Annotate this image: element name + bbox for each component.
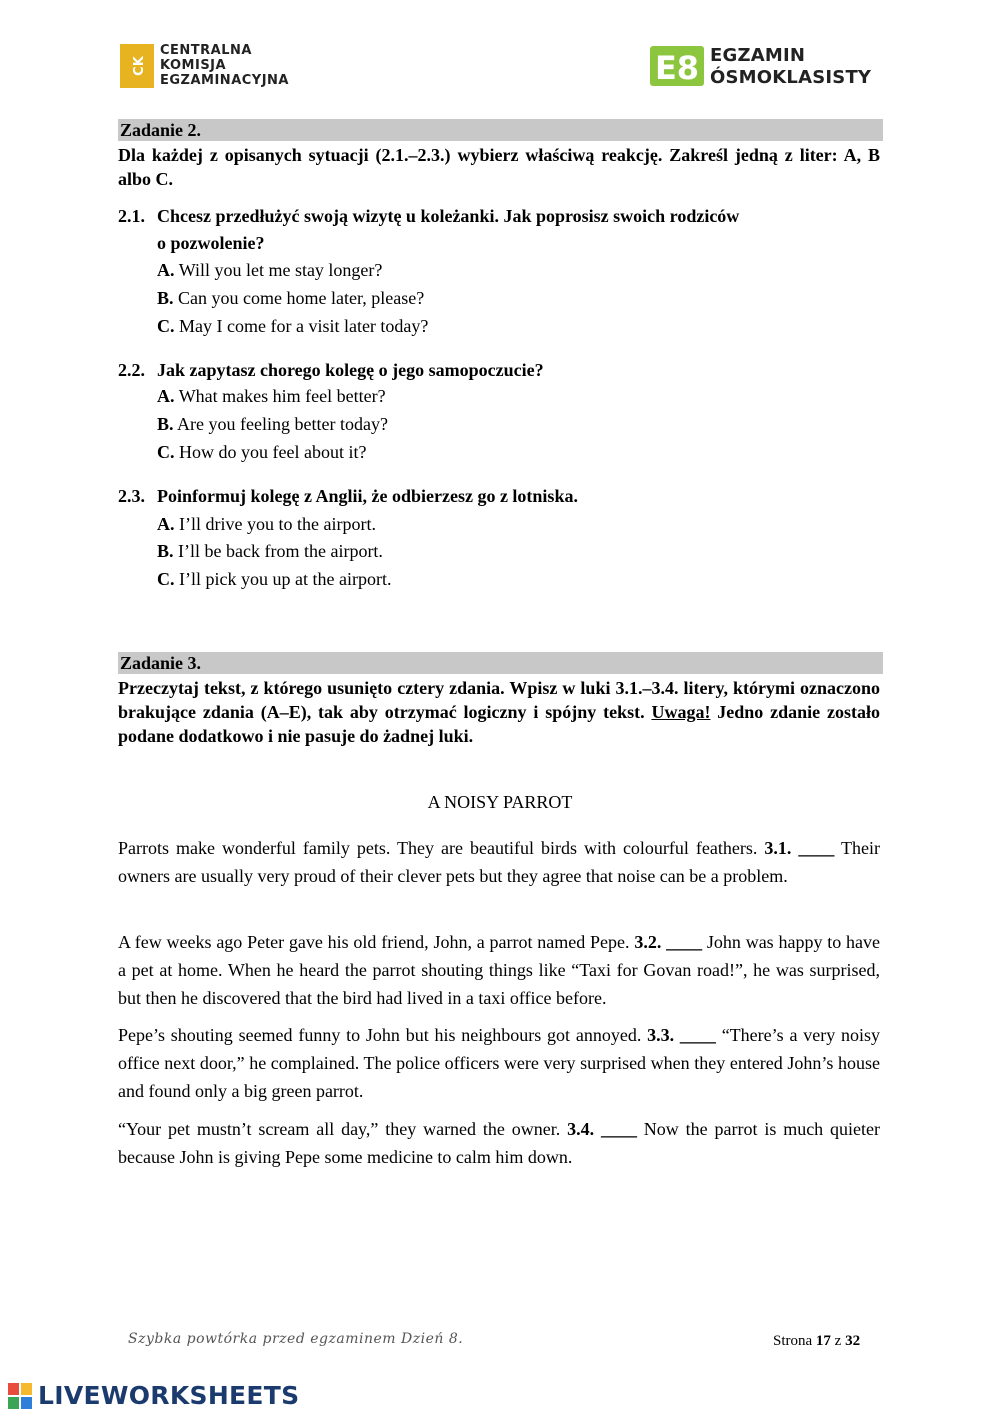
option-text: I’ll pick you up at the airport. (179, 569, 392, 589)
option-text: Will you let me stay longer? (178, 260, 383, 280)
liveworksheets-icon (8, 1383, 32, 1409)
answer-option[interactable] (157, 411, 388, 438)
answer-option[interactable] (157, 313, 428, 340)
gap-3-1[interactable]: 3.1. ____ (764, 838, 835, 858)
liveworksheets-text: LIVEWORKSHEETS (38, 1381, 300, 1410)
option-letter: C. (157, 569, 175, 589)
option-letter: C. (157, 316, 175, 336)
e8-line-2: ÓSMOKLASISTY (710, 67, 872, 88)
cke-logo-text (160, 43, 289, 88)
story-title: A NOISY PARROT (427, 792, 573, 812)
option-text: I’ll be back from the airport. (178, 541, 383, 561)
cke-mark-icon (120, 44, 154, 88)
story-paragraph (118, 928, 880, 1012)
page-number (773, 1333, 860, 1350)
task2-header (118, 119, 883, 141)
paragraph-text: “There’s a very noisy office next door,” he complained. The police officers were very surprised when they entered John’s house and found only a big green parrot. (118, 1025, 880, 1101)
answer-option[interactable] (157, 285, 424, 312)
option-text: How do you feel about it? (179, 442, 367, 462)
question-text: Poinformuj kolegę z Anglii, że odbierzesz go z lotniska. (157, 486, 578, 506)
cke-line-3: EGZAMINACYJNA (160, 73, 289, 88)
page-total: 32 (845, 1333, 861, 1349)
option-letter: C. (157, 442, 175, 462)
page-sep: z (830, 1333, 846, 1349)
svg-text:E8: E8 (654, 49, 700, 87)
gap-3-4[interactable]: 3.4. ____ (567, 1119, 637, 1139)
story-paragraph (118, 1115, 880, 1171)
story-paragraph (118, 834, 880, 890)
task3-title: Zadanie 3. (120, 653, 202, 673)
option-letter: B. (157, 288, 174, 308)
e8-mark-icon (650, 44, 706, 88)
option-text: I’ll drive you to the airport. (179, 514, 376, 534)
cke-logo (120, 42, 310, 90)
footer-note: Szybka powtórka przed egzaminem Dzień 8. (128, 1331, 464, 1347)
task3-instruction-text: Przeczytaj tekst, z którego usunięto cztery zdania. Wpisz w luki 3.1.–3.4. litery, którymi oznaczono brakujące zdania (A–E), tak aby otrzymać logiczny i spójny tekst. (118, 678, 880, 722)
cke-logo-mark (120, 44, 154, 88)
option-letter: A. (157, 386, 175, 406)
question-number: 2.2. (118, 360, 145, 380)
task3-header (118, 652, 883, 674)
option-text: May I come for a visit later today? (179, 316, 429, 336)
note-text: Jedno zdanie zostało podane dodatkowo i nie pasuje do żadnej luki. (118, 702, 880, 746)
paragraph-text: “Your pet mustn’t scream all day,” they warned the owner. (118, 1119, 568, 1139)
paragraph-text: Now the parrot is much quieter because John is giving Pepe some medicine to calm him down. (118, 1119, 881, 1167)
task2-instruction: Dla każdej z opisanych sytuacji (2.1.–2.3.) wybierz właściwą reakcję. Zakreśl jedną z liter: A, B albo C. (118, 145, 880, 189)
question-number: 2.1. (118, 206, 145, 226)
answer-option[interactable] (157, 257, 382, 284)
answer-option[interactable] (157, 439, 366, 466)
gap-3-2[interactable]: 3.2. ____ (634, 932, 703, 952)
paragraph-text: John was happy to have a pet at home. When he heard the parrot shouting things like “Taxi for Govan road!”, he was surprised, but then he discovered that the bird had lived in a taxi office before. (118, 932, 881, 1008)
paragraph-text: Pepe’s shouting seemed funny to John but his neighbours got annoyed. (118, 1025, 648, 1045)
option-letter: A. (157, 260, 175, 280)
story-paragraph (118, 1021, 880, 1105)
e8-line-1: EGZAMIN (710, 45, 806, 66)
task2-title: Zadanie 2. (120, 120, 202, 140)
gap-3-3[interactable]: 3.3. ____ (647, 1025, 716, 1045)
page-current: 17 (815, 1333, 831, 1349)
option-text: Can you come home later, please? (178, 288, 425, 308)
page-prefix: Strona (773, 1333, 816, 1349)
cke-line-1: CENTRALNA (160, 43, 252, 58)
question-text: Jak zapytasz chorego kolegę o jego samopoczucie? (157, 360, 544, 380)
question-text: Chcesz przedłużyć swoją wizytę u koleżanki. Jak poprosisz swoich rodziców (157, 206, 740, 226)
svg-text:CK: CK (132, 56, 147, 76)
note-label: Uwaga! (651, 702, 711, 722)
option-text: What makes him feel better? (178, 386, 386, 406)
answer-option[interactable] (157, 511, 376, 538)
answer-option[interactable] (157, 538, 383, 565)
paragraph-text: Parrots make wonderful family pets. They are beautiful birds with colourful feathers. (118, 838, 765, 858)
answer-option[interactable] (157, 383, 386, 410)
question-number: 2.3. (118, 486, 145, 506)
question-text-continued: o pozwolenie? (157, 233, 265, 253)
option-letter: B. (157, 414, 174, 434)
liveworksheets-logo[interactable] (8, 1381, 298, 1411)
task3-instruction (118, 676, 880, 748)
paragraph-text: Their owners are usually very proud of their clever pets but they agree that noise can be a problem. (118, 838, 881, 886)
e8-logo (650, 44, 890, 90)
e8-logo-text (710, 45, 871, 89)
paragraph-text: A few weeks ago Peter gave his old friend, John, a parrot named Pepe. (118, 932, 635, 952)
option-letter: A. (157, 514, 175, 534)
cke-line-2: KOMISJA (160, 58, 227, 73)
answer-option[interactable] (157, 566, 391, 593)
option-letter: B. (157, 541, 174, 561)
option-text: Are you feeling better today? (177, 414, 388, 434)
